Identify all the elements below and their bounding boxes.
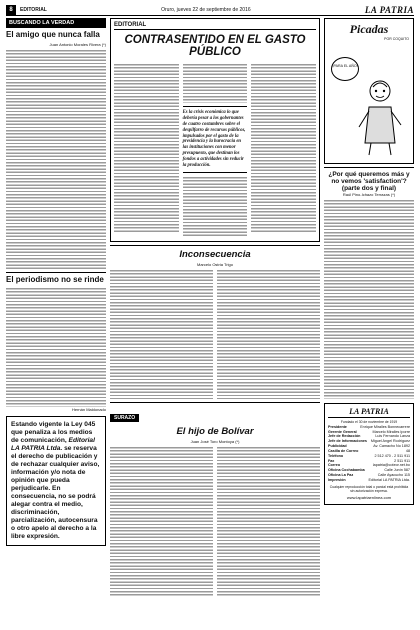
article-byline: Juan Antonio Morales Rivera (*): [49, 41, 106, 47]
right-column: [324, 18, 414, 505]
article-headline: ¿Por qué queremos más y no vemos 'satisfaction'? (parte dos y final): [328, 171, 410, 192]
divider: [6, 272, 106, 273]
staff-value: Editorial LA PATRIA Ltda.: [368, 477, 410, 482]
column-kicker: BUSCANDO LA VERDAD: [6, 18, 106, 28]
editorial-body: [183, 176, 248, 238]
editorial-columns: [114, 63, 316, 238]
section-tag: SURAZO: [110, 414, 139, 422]
staff-role: Casilla de Correo: [328, 448, 359, 453]
staff-role: Jefe de Informaciones: [328, 439, 367, 444]
left-column: [6, 18, 106, 546]
staff-role: Oficina La Paz: [328, 472, 354, 477]
staff-role: Impresión: [328, 477, 346, 482]
editorial-headline: CONTRASENTIDO EN EL GASTO PÚBLICO: [124, 34, 306, 58]
editorial-label: EDITORIAL: [114, 22, 316, 30]
staff-value: 2 511 911: [394, 458, 410, 463]
section-name: EDITORIAL: [20, 6, 47, 13]
article-byline: Raúl Pino-Ichazo Terrazas (*): [342, 192, 396, 197]
staff-role: Teléfono: [328, 453, 344, 458]
notice-body: se reserva el derecho de publicación y de rechazar cualquier aviso, información y/o nota de opinión que pueda perjudicarle. En consecuencia, no se podrá alegar contra el medio, discriminación, parcialización, autocensura o otro apelo al derecho a la libre expresión.: [11, 444, 100, 541]
staff-value: Av. Camacho No 1892: [373, 444, 410, 449]
editorial-body: [114, 63, 179, 233]
cartoon-figure-illustration: [355, 77, 405, 157]
article-body: [6, 287, 106, 407]
editorial-body: [183, 63, 248, 103]
staff-list: [328, 425, 410, 483]
legal-notice-box: [6, 416, 106, 546]
divider: [324, 167, 414, 168]
staff-role: Oficina Cochabamba: [328, 468, 365, 473]
article-body: [217, 269, 320, 399]
staff-value: 2 512 470 - 2 511 911: [374, 453, 410, 458]
founded-note: Fundado el 30 de noviembre de 1919: [340, 420, 398, 425]
dateline: Oruro, jueves 22 de septiembre de 2016: [161, 6, 251, 13]
speech-bubble: ¡PARA EL AÑO!: [331, 57, 359, 81]
staff-role: Correo: [328, 463, 341, 468]
article-headline: Inconsecuencia: [179, 248, 251, 260]
article-headline: El periodismo no se rinde: [6, 274, 104, 284]
divider: [110, 245, 320, 246]
article-columns: [110, 446, 320, 596]
editorial-box: [110, 18, 320, 242]
article-byline: Marcelo Ostria Trigo: [196, 261, 233, 267]
staff-value: Calle Junín 587: [384, 468, 410, 473]
article-byline: Hernán Maldonado: [71, 406, 106, 412]
pullquote: Es la crisis económica lo que debería pesar a los gobernantes de cuatro costumbres sobre el despilfarro de recursos públicos, impulsados por el gasto de la presidencia y la burocracia en las instituciones con menor presupuesto, que destinan los fondos a actividades sin reducir la producción.: [183, 106, 248, 173]
article-body: [6, 49, 106, 269]
staff-value: Marcelo Miralles Iporre: [372, 429, 410, 434]
notice-brand: Editorial LA PATRIA Ltda.: [11, 436, 95, 452]
notice-prefix: Estando vigente la Ley 045 que penaliza a los medios de comunicación,: [11, 420, 96, 444]
article-body: [110, 269, 213, 399]
staff-value: Luis Fernando Lanza: [375, 434, 410, 439]
staff-row: [328, 478, 410, 483]
staff-value: Miguel Angel Rodríguez: [370, 439, 410, 444]
editorial-center-column: [183, 63, 248, 238]
article-body: [217, 446, 320, 596]
page-number: 8: [6, 5, 16, 15]
editorial-body: [251, 63, 316, 233]
staff-role: Publicidad: [328, 444, 347, 449]
website-url: www.lapatriaenlinea.com: [346, 495, 392, 501]
article-body: [110, 446, 213, 596]
info-masthead: LA PATRIA: [328, 407, 410, 418]
staff-role: Fax: [328, 458, 335, 463]
article-byline: Juan José Toro Montoya (*): [190, 438, 240, 444]
staff-info-box: [324, 403, 414, 505]
cartoon-credit: POR COQUITO: [384, 37, 409, 41]
cartoon-title: Picadas: [349, 22, 389, 36]
staff-role: Presidente: [328, 424, 347, 429]
page-header: [6, 4, 414, 16]
masthead: LA PATRIA: [364, 4, 414, 15]
middle-column: [110, 18, 320, 596]
cartoon: [324, 18, 414, 164]
article-headline: El hijo de Bolívar: [176, 425, 254, 437]
legal-note: Cualquier reproducción total o parcial está prohibida sin autorización expresa.: [329, 484, 409, 493]
staff-value: 48: [405, 448, 410, 453]
staff-value: lapatria@coteor.net.bo: [372, 463, 410, 468]
article-columns: [110, 269, 320, 399]
article-headline: El amigo que nunca falla: [6, 30, 100, 39]
staff-role: Jefe de Redacción: [328, 434, 361, 439]
divider: [110, 402, 320, 403]
staff-role: Gerente General: [328, 429, 357, 434]
staff-value: Enrique Miralles Bonnecarrere: [360, 424, 410, 429]
staff-value: Calle Ayacucho 115: [377, 472, 410, 477]
article-body: [324, 199, 414, 399]
